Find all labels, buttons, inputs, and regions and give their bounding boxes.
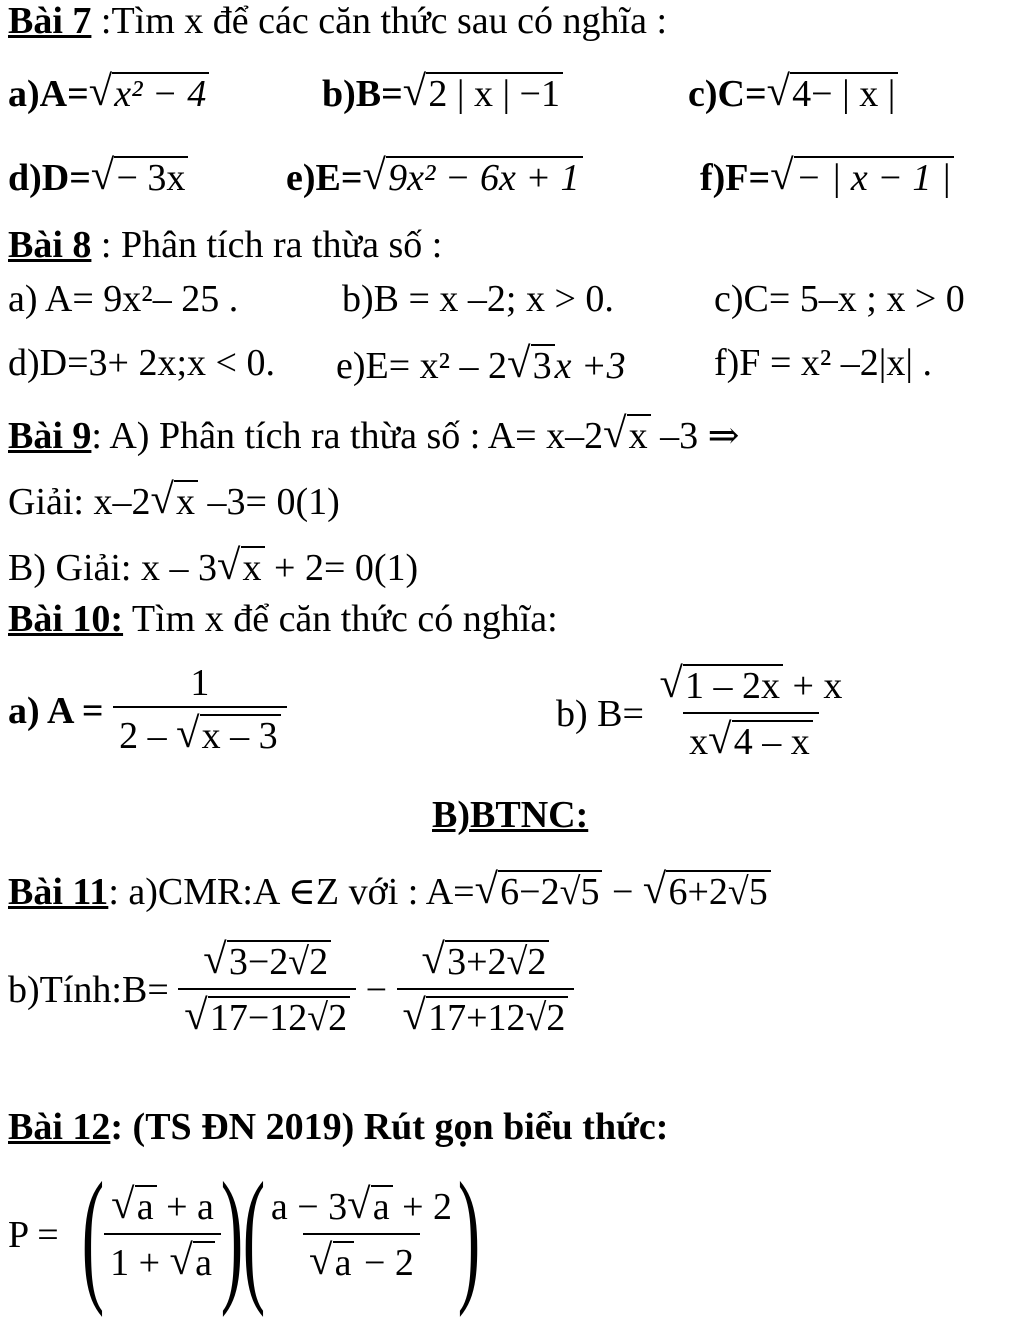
bai8-d: d)D=3+ 2x;x < 0. [8, 342, 275, 384]
bai12-f2-num [265, 1185, 458, 1233]
bai7-b-rad: 2 | x | −1 [426, 72, 563, 116]
bai7-c-rad: 4− | x | [790, 72, 898, 116]
bai12-f1-den-pre: 1 + [110, 1242, 170, 1284]
bai7-f-rad: − | x − 1 | [794, 156, 955, 200]
bai7-a-label: a)A= [8, 73, 89, 115]
bai12-p-label: P = [8, 1214, 59, 1256]
sqrt-icon [184, 996, 350, 1040]
bai8-b: b)B = x –2; x > 0. [342, 278, 614, 320]
sqrt-icon [150, 480, 198, 524]
bai9-heading [8, 414, 740, 458]
bai11-b-f2-num [416, 940, 556, 988]
btnc-title [432, 796, 588, 834]
bai9-title: Bài 9 [8, 415, 92, 457]
bai11-f1-den-rad: 17−12√2 [208, 996, 350, 1040]
bai11-b-f1-num [197, 940, 337, 988]
bai10-a-num: 1 [190, 662, 210, 704]
bai8-e-label: e)E= x² – 2 [336, 345, 508, 387]
bai10-b-num-tail: + x [782, 665, 843, 707]
bai8-text: : Phân tích ra thừa số : [91, 224, 443, 266]
bai7-c [688, 72, 898, 116]
bai11-text: : a)CMR:A ∈Z với : A= [108, 871, 475, 913]
bai12-f1-num-rad: a [135, 1185, 157, 1229]
btnc-title-text: B)BTNC: [432, 794, 589, 836]
bai9-rad: x [627, 414, 651, 458]
bai12-f1-num [105, 1185, 220, 1233]
bai7-b [322, 72, 563, 116]
sqrt-a [89, 72, 209, 116]
bai12-f2-num-pre: a − 3 [270, 1186, 348, 1229]
bai12-f2-num-rad: a [371, 1185, 393, 1229]
bai10-title: Bài 10: [8, 598, 124, 640]
bai10-a-label: a) A = [8, 689, 104, 732]
sqrt-d [91, 156, 188, 200]
bai11-f1-num-rad: 3−2√2 [227, 940, 331, 984]
bai10-b-den [683, 712, 819, 764]
bai10-a-den-pre: 2 – [119, 715, 167, 757]
bai8-e [336, 344, 626, 388]
bai11-f2-num-rad: 3+2√2 [445, 940, 549, 984]
bai8-a: a) A= 9x²– 25 . [8, 278, 239, 320]
bai9-giai1-pre: Giải: x–2 [8, 481, 151, 523]
bai10-text: Tìm x để căn thức có nghĩa: [123, 598, 558, 640]
bai12-f2-den-tail: − 2 [354, 1242, 414, 1284]
bai7-heading [8, 2, 667, 40]
bai10-b-num [653, 664, 848, 712]
bai10-b-den-pre: x [689, 720, 709, 763]
sqrt-icon [422, 940, 550, 984]
bai11-b-f2-den [397, 988, 575, 1040]
sqrt-icon [309, 1241, 354, 1285]
bai11-minus: − [602, 871, 643, 913]
bai11-b-label: b)Tính:B= [8, 968, 169, 1011]
bai9-giai1 [8, 480, 340, 524]
sqrt-icon [643, 870, 771, 914]
bai7-f-label: f)F= [700, 157, 771, 199]
sqrt-icon [659, 664, 783, 708]
bai10-heading [8, 600, 558, 638]
bai9-b-rad: x [241, 546, 265, 590]
bai7-d-label: d)D= [8, 157, 91, 199]
sqrt-icon [475, 870, 603, 914]
bai7-b-label: b)B= [322, 73, 403, 115]
bai12-frac1 [104, 1185, 221, 1285]
bai12-f2-num-tail: + 2 [392, 1186, 453, 1229]
bai11-f2-den-rad: 17+12√2 [426, 996, 568, 1040]
left-paren-icon: ( [242, 1152, 266, 1318]
bai7-d-rad: − 3x [114, 156, 188, 200]
bai11-between: − [365, 968, 388, 1011]
bai7-a-rad: x² − 4 [112, 72, 209, 116]
bai11-b-frac2 [397, 940, 575, 1040]
bai12-f2-den [303, 1233, 420, 1285]
bai10-b-num-rad: 1 – 2x [683, 664, 783, 708]
bai9-b-pre: B) Giải: x – 3 [8, 547, 217, 589]
bai11-b-frac1 [178, 940, 356, 1040]
bai10-a [8, 664, 287, 758]
bai11-a [8, 870, 771, 914]
bai7-e [286, 156, 583, 200]
sqrt-icon [176, 714, 281, 758]
bai12-heading [8, 1108, 668, 1146]
bai12-f1-num-tail: + a [156, 1186, 214, 1229]
bai7-c-label: c)C= [688, 73, 767, 115]
bai7-e-label: e)E= [286, 157, 363, 199]
bai7-title: Bài 7 [8, 0, 92, 42]
bai8-heading [8, 226, 442, 264]
sqrt-icon [217, 546, 265, 590]
bai7-d [8, 156, 188, 200]
sqrt-f [770, 156, 954, 200]
bai10-b-den-rad: 4 – x [732, 720, 813, 764]
bai12-frac2 [265, 1185, 458, 1285]
sqrt-e [363, 156, 583, 200]
bai11-title: Bài 11 [8, 871, 109, 913]
bai7-text: :Tìm x để các căn thức sau có nghĩa : [91, 0, 668, 42]
sqrt-icon [507, 344, 555, 388]
bai11-rad1: 6−2√5 [498, 870, 602, 914]
bai10-a-frac [113, 664, 287, 758]
bai9-tail: –3 ⇒ [650, 415, 740, 457]
sqrt-icon [111, 1185, 156, 1229]
bai10-b [556, 664, 848, 764]
bai8-c: c)C= 5–x ; x > 0 [714, 278, 965, 320]
bai7-e-rad: 9x² − 6x + 1 [386, 156, 582, 200]
bai9-b [8, 546, 418, 590]
sqrt-icon [603, 414, 651, 458]
bai7-a [8, 72, 209, 116]
bai12-f1-den [104, 1233, 221, 1285]
bai9-b-tail: + 2= 0(1) [264, 547, 419, 589]
sqrt-icon [708, 720, 813, 764]
bai10-a-den-rad: x – 3 [200, 714, 281, 758]
bai11-b-f1-den [178, 988, 356, 1040]
sqrt-icon [203, 940, 331, 984]
bai12-f1-den-rad: a [193, 1241, 215, 1285]
bai12-text: : (TS ĐN 2019) Rút gọn biểu thức: [110, 1106, 669, 1148]
sqrt-icon [170, 1241, 215, 1285]
bai9-text: : A) Phân tích ra thừa số : A= x–2 [91, 415, 604, 457]
bai10-b-frac [653, 664, 848, 764]
bai12-f2-den-rad: a [333, 1241, 355, 1285]
bai11-b [8, 940, 574, 1040]
sqrt-icon [403, 996, 569, 1040]
sqrt-b [403, 72, 563, 116]
bai12-title: Bài 12 [8, 1106, 111, 1148]
bai8-title: Bài 8 [8, 224, 92, 266]
left-paren-icon: ( [81, 1152, 105, 1318]
right-paren-icon: ) [220, 1152, 244, 1318]
bai12-p [8, 1152, 494, 1318]
bai10-b-label: b) B= [556, 692, 644, 735]
bai8-e-rad: 3 [531, 344, 555, 388]
sqrt-icon [347, 1185, 392, 1229]
bai10-a-den [113, 706, 287, 758]
bai7-f [700, 156, 954, 200]
bai9-giai1-tail: –3= 0(1) [198, 481, 340, 523]
sqrt-c [767, 72, 899, 116]
right-paren-icon: ) [457, 1152, 481, 1318]
bai8-e-tail: x +3 [554, 345, 626, 387]
bai9-giai1-rad: x [174, 480, 198, 524]
bai11-rad2: 6+2√5 [666, 870, 770, 914]
bai8-f: f)F = x² –2|x| . [714, 342, 932, 384]
